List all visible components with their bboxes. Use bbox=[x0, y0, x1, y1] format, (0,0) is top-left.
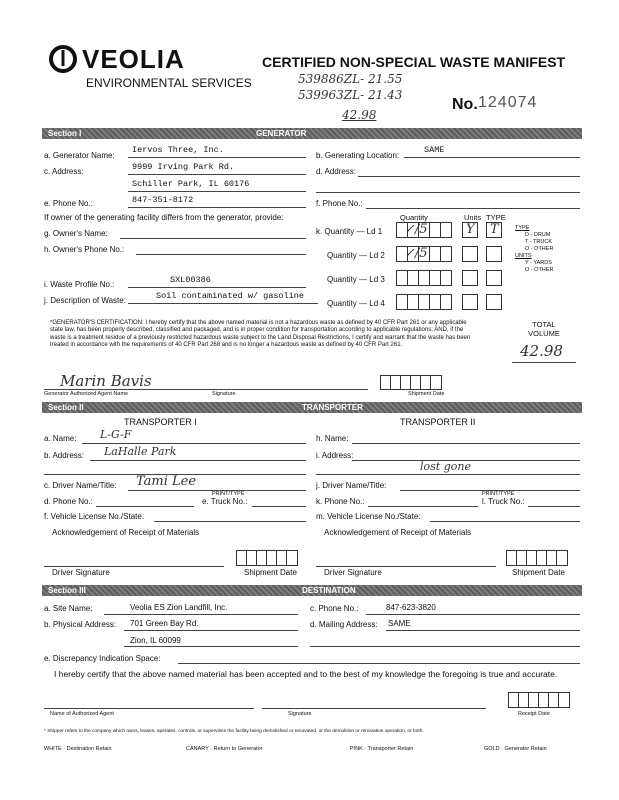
t2-name-label: h. Name: bbox=[316, 434, 349, 443]
quantity-digit-box[interactable] bbox=[440, 246, 452, 262]
t1-driver-signature-label: Driver Signature bbox=[52, 568, 110, 577]
units-box[interactable] bbox=[462, 294, 478, 310]
generating-location-label: b. Generating Location: bbox=[316, 151, 400, 160]
quantity-header: Quantity bbox=[400, 213, 428, 222]
total-volume-label: TOTAL VOLUME bbox=[528, 320, 560, 338]
brand-subtitle: ENVIRONMENTAL SERVICES bbox=[86, 76, 252, 90]
mailing-address-label: d. Mailing Address: bbox=[310, 620, 378, 629]
date-digit-box[interactable] bbox=[558, 692, 570, 708]
units-box[interactable] bbox=[462, 246, 478, 262]
authorized-agent-label: Name of Authorized Agent bbox=[50, 711, 114, 717]
transporter-1-title: TRANSPORTER I bbox=[124, 417, 197, 427]
t2-driver-label: j. Driver Name/Title: bbox=[316, 481, 387, 490]
generator-phone[interactable]: 847-351-8172 bbox=[132, 195, 194, 205]
t1-ack-label: Acknowledgement of Receipt of Materials bbox=[52, 528, 200, 537]
physical-address-label: b. Physical Address: bbox=[44, 620, 117, 629]
units-key-other: O - OTHER bbox=[525, 267, 554, 273]
location-phone-label: f. Phone No.: bbox=[316, 199, 363, 208]
type-key-drum: D - DRUM bbox=[525, 232, 551, 238]
discrepancy-label: e. Discrepancy Indication Space: bbox=[44, 654, 161, 663]
handwritten-ld2: ✓/5 bbox=[404, 246, 428, 261]
type-box[interactable] bbox=[486, 270, 502, 286]
generator-name[interactable]: Iervos Three, Inc. bbox=[132, 145, 224, 155]
handwritten-load-2: 539963ZL- 21.43 bbox=[298, 88, 403, 102]
generating-location[interactable]: SAME bbox=[424, 145, 445, 155]
site-name[interactable]: Veolia ES Zion Landfill, Inc. bbox=[130, 603, 228, 612]
section-1-label: Section I bbox=[48, 129, 82, 138]
units-box[interactable] bbox=[462, 270, 478, 286]
quantity-digit-box[interactable] bbox=[440, 294, 452, 310]
generator-address-label: c. Address: bbox=[44, 167, 84, 176]
t1-address-label: b. Address: bbox=[44, 451, 85, 460]
type-key-title: TYPE bbox=[515, 225, 530, 231]
manifest-number: 124074 bbox=[478, 94, 538, 111]
handwritten-type: T bbox=[490, 222, 499, 237]
t2-driver-signature-label: Driver Signature bbox=[324, 568, 382, 577]
t2-ack-label: Acknowledgement of Receipt of Materials bbox=[324, 528, 472, 537]
owner-note: If owner of the generating facility differs from the generator, provide: bbox=[44, 213, 284, 222]
type-key bbox=[515, 225, 575, 274]
t1-name[interactable]: L-G-F bbox=[100, 428, 132, 441]
units-header: Units bbox=[464, 213, 482, 222]
handwritten-ld1: ✓/5 bbox=[404, 222, 428, 237]
site-phone-label: c. Phone No.: bbox=[310, 604, 359, 613]
date-digit-box[interactable] bbox=[286, 550, 298, 566]
total-volume[interactable]: 42.98 bbox=[520, 342, 563, 360]
t1-driver-label: c. Driver Name/Title: bbox=[44, 481, 117, 490]
t1-address[interactable]: LaHalle Park bbox=[104, 445, 177, 458]
section-1-header bbox=[42, 128, 582, 139]
t2-phone-label: k. Phone No.: bbox=[316, 497, 365, 506]
units-key-title: UNITS bbox=[515, 253, 532, 259]
copy-canary: CANARY · Return to Generator bbox=[186, 746, 263, 752]
manifest-number-label: No. bbox=[452, 96, 478, 113]
copy-pink: PINK · Transporter Retain bbox=[350, 746, 414, 752]
generator-certification: *GENERATOR'S CERTIFICATION: I hereby certify that the above named material is not a hazardous waste as defined by 40 CFR Part 261 or any applicable state law, has been properly described, classified and packaged, and is in proper condition for transportation according to applicable regulations; AND, if the waste is a treatment residue of a previously restricted hazardous waste subject to the Land Disposal Restrictions, I certify and warrant that the waste has been treated in accordance with the requirements of 40 CFR Part 268 and is no longer a hazardous waste as defined by 40 CFR Part 261. bbox=[50, 320, 471, 348]
t1-shipment-date-label: Shipment Date bbox=[244, 568, 297, 577]
section-3-label: Section III bbox=[48, 586, 86, 595]
quantity-digit-box[interactable] bbox=[440, 222, 452, 238]
footer-note: * Shipper refers to the company which owns, leases, operates, controls, or supervises the facility being demolished or renovated, or the demolition or renovation operation, or both. bbox=[44, 729, 424, 734]
t2-handwritten-note: lost gone bbox=[420, 460, 471, 473]
handwritten-unit: Y bbox=[466, 222, 475, 237]
destination-signature-label: Signature bbox=[288, 711, 312, 717]
quantity-ld3-label: Quantity — Ld 3 bbox=[327, 275, 385, 284]
handwritten-load-1: 539886ZL- 21.55 bbox=[298, 72, 403, 86]
quantity-digit-box[interactable] bbox=[440, 270, 452, 286]
generator-address-2[interactable]: Schiller Park, IL 60176 bbox=[132, 179, 250, 189]
section-2-title: TRANSPORTER bbox=[302, 403, 363, 412]
agent-name-label: Generator Authorized Agent Name bbox=[44, 391, 129, 397]
veolia-logo-icon bbox=[48, 44, 78, 74]
t1-vehicle-label: f. Vehicle License No./State: bbox=[44, 512, 145, 521]
quantity-ld2-label: Quantity — Ld 2 bbox=[327, 251, 385, 260]
t2-print-type: PRINT/TYPE bbox=[482, 491, 515, 497]
date-digit-box[interactable] bbox=[556, 550, 568, 566]
copy-gold: GOLD · Generator Retain bbox=[484, 746, 547, 752]
physical-address-2[interactable]: Zion, IL 60099 bbox=[130, 636, 181, 645]
t2-truck-label: l. Truck No.: bbox=[482, 497, 525, 506]
t2-vehicle-label: m. Vehicle License No./State: bbox=[316, 512, 421, 521]
generator-address-1[interactable]: 9999 Irving Park Rd. bbox=[132, 162, 235, 172]
section-2-header bbox=[42, 402, 582, 413]
receipt-date-label: Receipt Date bbox=[518, 711, 550, 717]
transporter-2-title: TRANSPORTER II bbox=[400, 417, 476, 427]
owner-name-label: g. Owner's Name: bbox=[44, 229, 108, 238]
mailing-address[interactable]: SAME bbox=[388, 619, 411, 628]
brand-name: VEOLIA bbox=[82, 44, 185, 74]
t1-phone-label: d. Phone No.: bbox=[44, 497, 93, 506]
veolia-logo bbox=[48, 44, 78, 79]
shipment-date-label: Shipment Date bbox=[408, 391, 445, 397]
waste-description-label: j. Description of Waste: bbox=[44, 296, 126, 305]
waste-description[interactable]: Soil contaminated w/ gasoline bbox=[156, 291, 304, 301]
site-name-label: a. Site Name: bbox=[44, 604, 93, 613]
type-header: TYPE bbox=[486, 213, 506, 222]
units-key-yards: Y - YARDS bbox=[525, 260, 552, 266]
section-1-title: GENERATOR bbox=[256, 129, 307, 138]
type-key-other: O - OTHER bbox=[525, 246, 554, 252]
generator-name-label: a. Generator Name: bbox=[44, 151, 115, 160]
generator-phone-label: e. Phone No.: bbox=[44, 199, 93, 208]
section-3-title: DESTINATION bbox=[302, 586, 356, 595]
signature-label: Signature bbox=[212, 391, 236, 397]
location-address-label: d. Address: bbox=[316, 167, 357, 176]
quantity-ld1-label: k. Quantity — Ld 1 bbox=[316, 227, 383, 236]
t2-shipment-date-label: Shipment Date bbox=[512, 568, 565, 577]
physical-address-1[interactable]: 701 Green Bay Rd. bbox=[130, 619, 199, 628]
waste-profile-label: i. Waste Profile No.: bbox=[44, 280, 115, 289]
section-2-label: Section II bbox=[48, 403, 84, 412]
quantity-ld4-label: Quantity — Ld 4 bbox=[327, 299, 385, 308]
t2-address-label: i. Address: bbox=[316, 451, 354, 460]
document-title: CERTIFIED NON-SPECIAL WASTE MANIFEST bbox=[262, 54, 566, 70]
date-digit-box[interactable] bbox=[430, 375, 442, 390]
waste-profile[interactable]: SXL00386 bbox=[170, 275, 211, 285]
t1-truck-label: e. Truck No.: bbox=[202, 497, 248, 506]
generator-agent-signature[interactable]: Marin Bavis bbox=[60, 372, 152, 390]
copy-white: WHITE · Destination Retain bbox=[44, 746, 112, 752]
t1-driver[interactable]: Tami Lee bbox=[136, 474, 197, 489]
type-box[interactable] bbox=[486, 246, 502, 262]
type-box[interactable] bbox=[486, 294, 502, 310]
handwritten-total: 42.98 bbox=[342, 108, 377, 122]
destination-certification: I hereby certify that the above named material has been accepted and to the best of my knowledge the foregoing is true and accurate. bbox=[54, 669, 558, 679]
owner-phone-label: h. Owner's Phone No.: bbox=[44, 245, 125, 254]
type-key-truck: T - TRUCK bbox=[525, 239, 552, 245]
site-phone[interactable]: 847-623-3820 bbox=[386, 603, 436, 612]
section-3-header bbox=[42, 585, 582, 596]
t1-name-label: a. Name: bbox=[44, 434, 77, 443]
t1-print-type: PRINT/TYPE bbox=[212, 491, 245, 497]
